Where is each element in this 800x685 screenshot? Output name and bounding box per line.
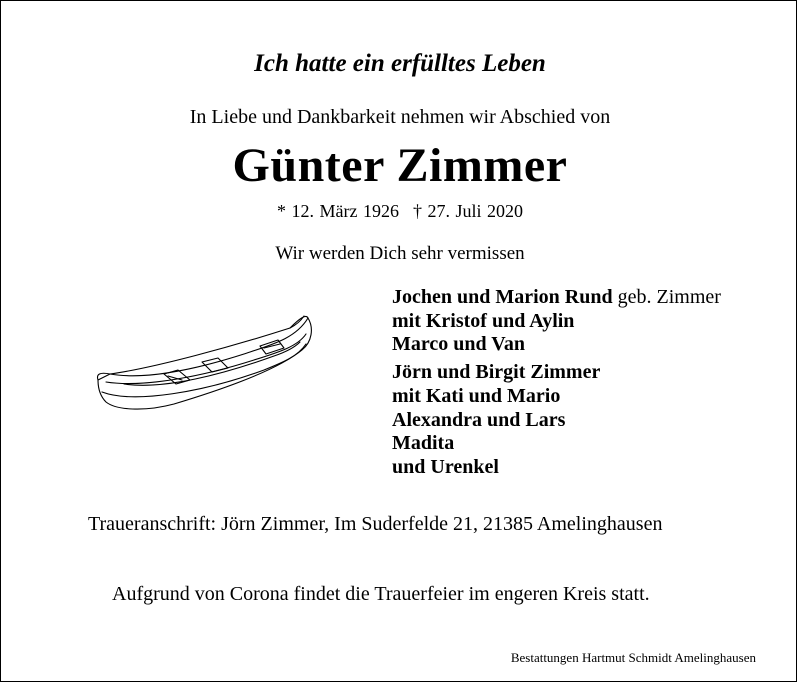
canoe-icon	[94, 308, 314, 418]
mourner-line: mit Kati und Mario	[392, 384, 561, 407]
life-dates	[0, 201, 800, 222]
mourner-line: Jochen und Marion Rund geb. Zimmer	[392, 286, 721, 308]
birth-date: * 12. März 1926	[277, 201, 399, 221]
corona-notice: Aufgrund von Corona findet die Trauerfeier im engeren Kreis statt.	[112, 583, 650, 605]
mourner-line: und Urenkel	[392, 455, 499, 478]
intro-text: In Liebe und Dankbarkeit nehmen wir Abschied von	[189, 106, 611, 128]
motto: Ich hatte ein erfülltes Leben	[254, 50, 546, 77]
deceased-name: Günter Zimmer	[232, 139, 568, 192]
mourning-address: Traueranschrift: Jörn Zimmer, Im Suderfelde 21, 21385 Amelinghausen	[88, 513, 663, 535]
undertaker-credit: Bestattungen Hartmut Schmidt Amelinghausen	[510, 650, 756, 665]
mourner-line: mit Kristof und Aylin	[392, 309, 575, 332]
mourners-list	[392, 286, 721, 480]
mourner-line: Marco und Van	[392, 333, 526, 356]
mourner-line: Madita	[392, 432, 455, 455]
death-date: † 27. Juli 2020	[412, 201, 523, 221]
mourner-line: Alexandra und Lars	[392, 408, 566, 431]
farewell-text: Wir werden Dich sehr vermissen	[275, 243, 525, 264]
mourner-line: Jörn und Birgit Zimmer	[392, 361, 601, 384]
